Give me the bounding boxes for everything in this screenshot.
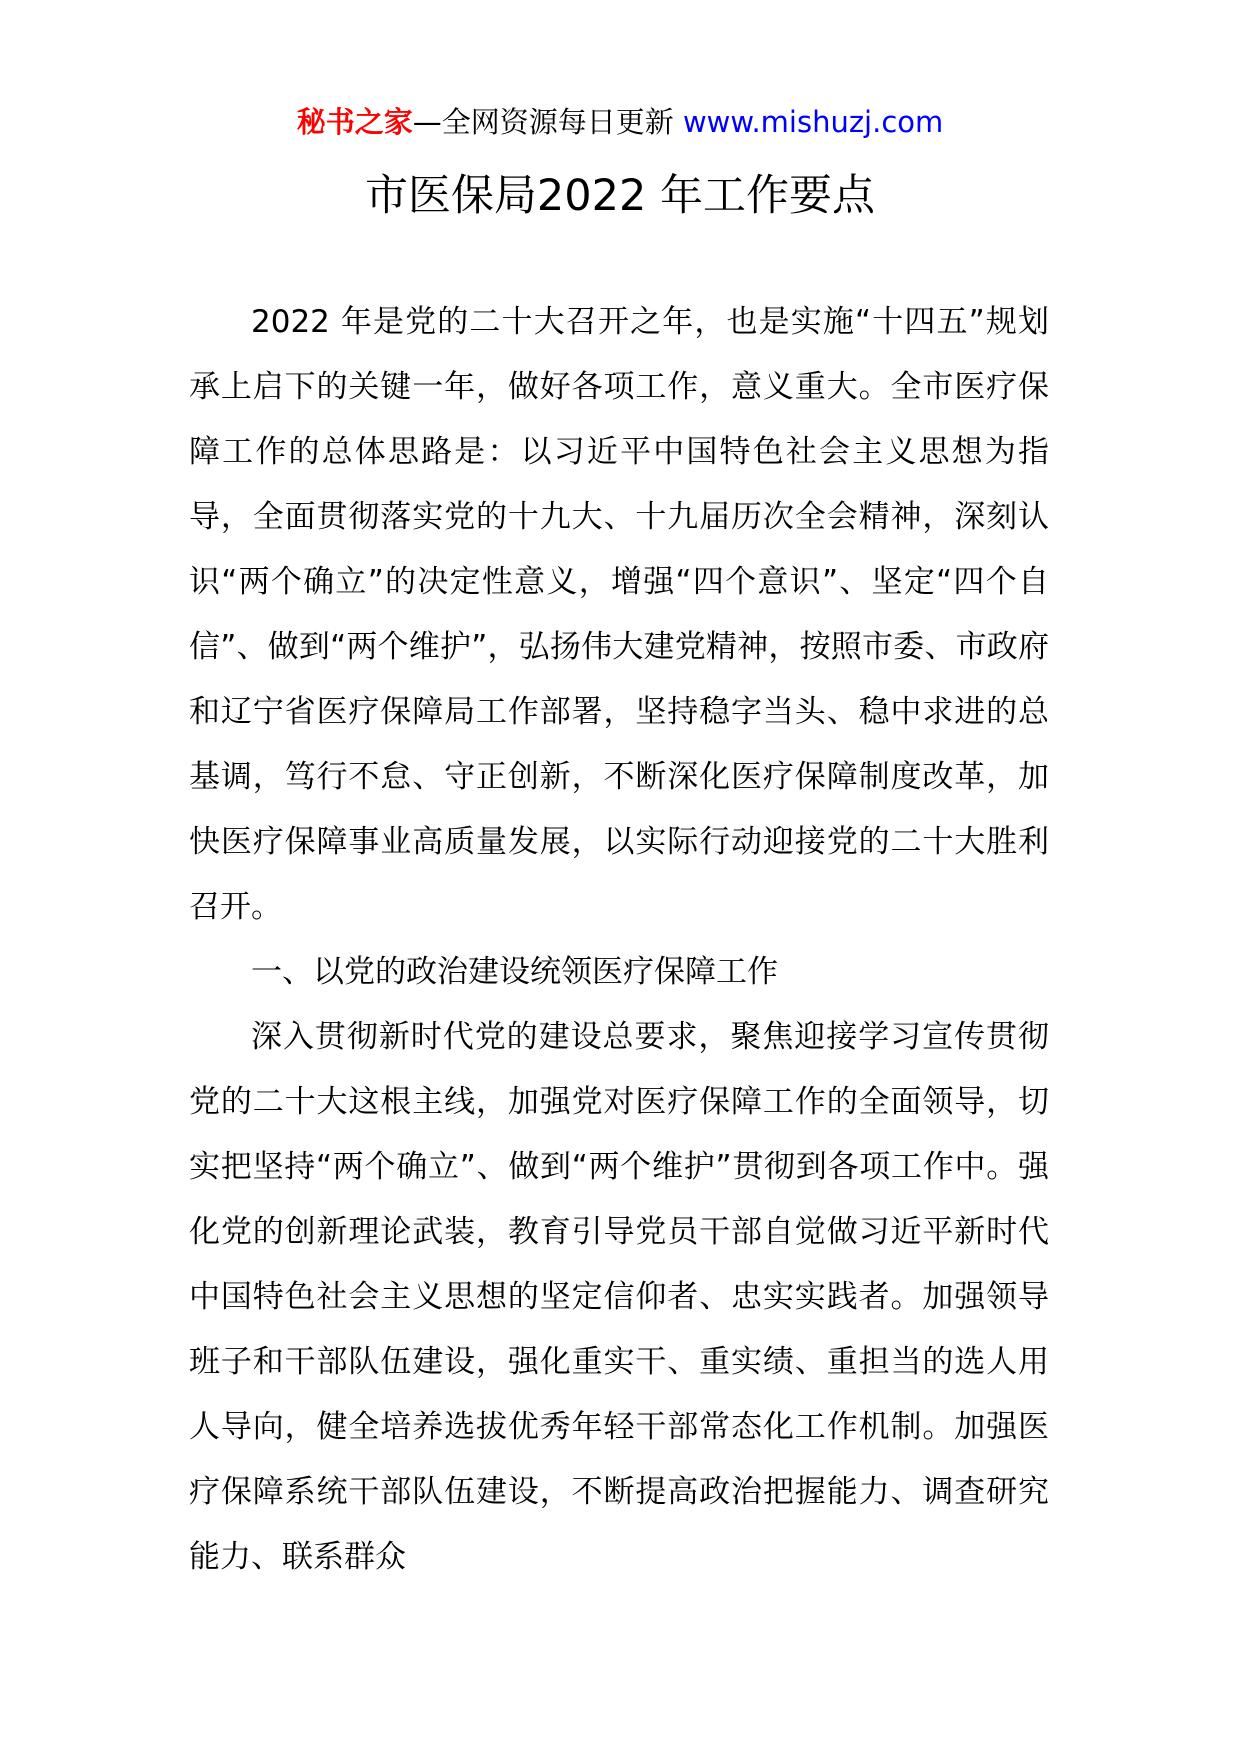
document-body bbox=[189, 290, 1049, 1590]
banner-url-link[interactable]: www.mishuzj.com bbox=[682, 105, 944, 139]
intro-paragraph: 2022 年是党的二十大召开之年，也是实施“十四五”规划承上启下的关键一年，做好各项工作，意义重大。全市医疗保障工作的总体思路是：以习近平中国特色社会主义思想为指导，全面贯彻落实党的十九大、十九届历次全会精神，深刻认识“两个确立”的决定性意义，增强“四个意识”、坚定“四个自信”、做到“两个维护”，弘扬伟大建党精神，按照市委、市政府和辽宁省医疗保障局工作部署，坚持稳字当头、稳中求进的总基调，笃行不怠、守正创新，不断深化医疗保障制度改革，加快医疗保障事业高质量发展，以实际行动迎接党的二十大胜利召开。 bbox=[189, 304, 1049, 925]
document-title: 市医保局2022 年工作要点 bbox=[364, 171, 876, 221]
section-1-paragraph: 深入贯彻新时代党的建设总要求，聚焦迎接学习宣传贯彻党的二十大这根主线，加强党对医疗保障工作的全面领导，切实把坚持“两个确立”、做到“两个维护”贯彻到各项工作中。强化党的创新理论武装，教育引导党员干部自觉做习近平新时代中国特色社会主义思想的坚定信仰者、忠实实践者。加强领导班子和干部队伍建设，强化重实干、重实绩、重担当的选人用人导向，健全培养选拔优秀年轻干部常态化工作机制。加强医疗保障系统干部队伍建设，不断提高政治把握能力、调查研究能力、联系群众 bbox=[189, 1019, 1049, 1575]
site-banner bbox=[0, 100, 1240, 144]
section-1-heading: 一、以党的政治建设统领医疗保障工作 bbox=[251, 954, 778, 990]
banner-brand: 秘书之家 bbox=[296, 105, 413, 139]
banner-tagline: —全网资源每日更新 bbox=[412, 105, 683, 139]
